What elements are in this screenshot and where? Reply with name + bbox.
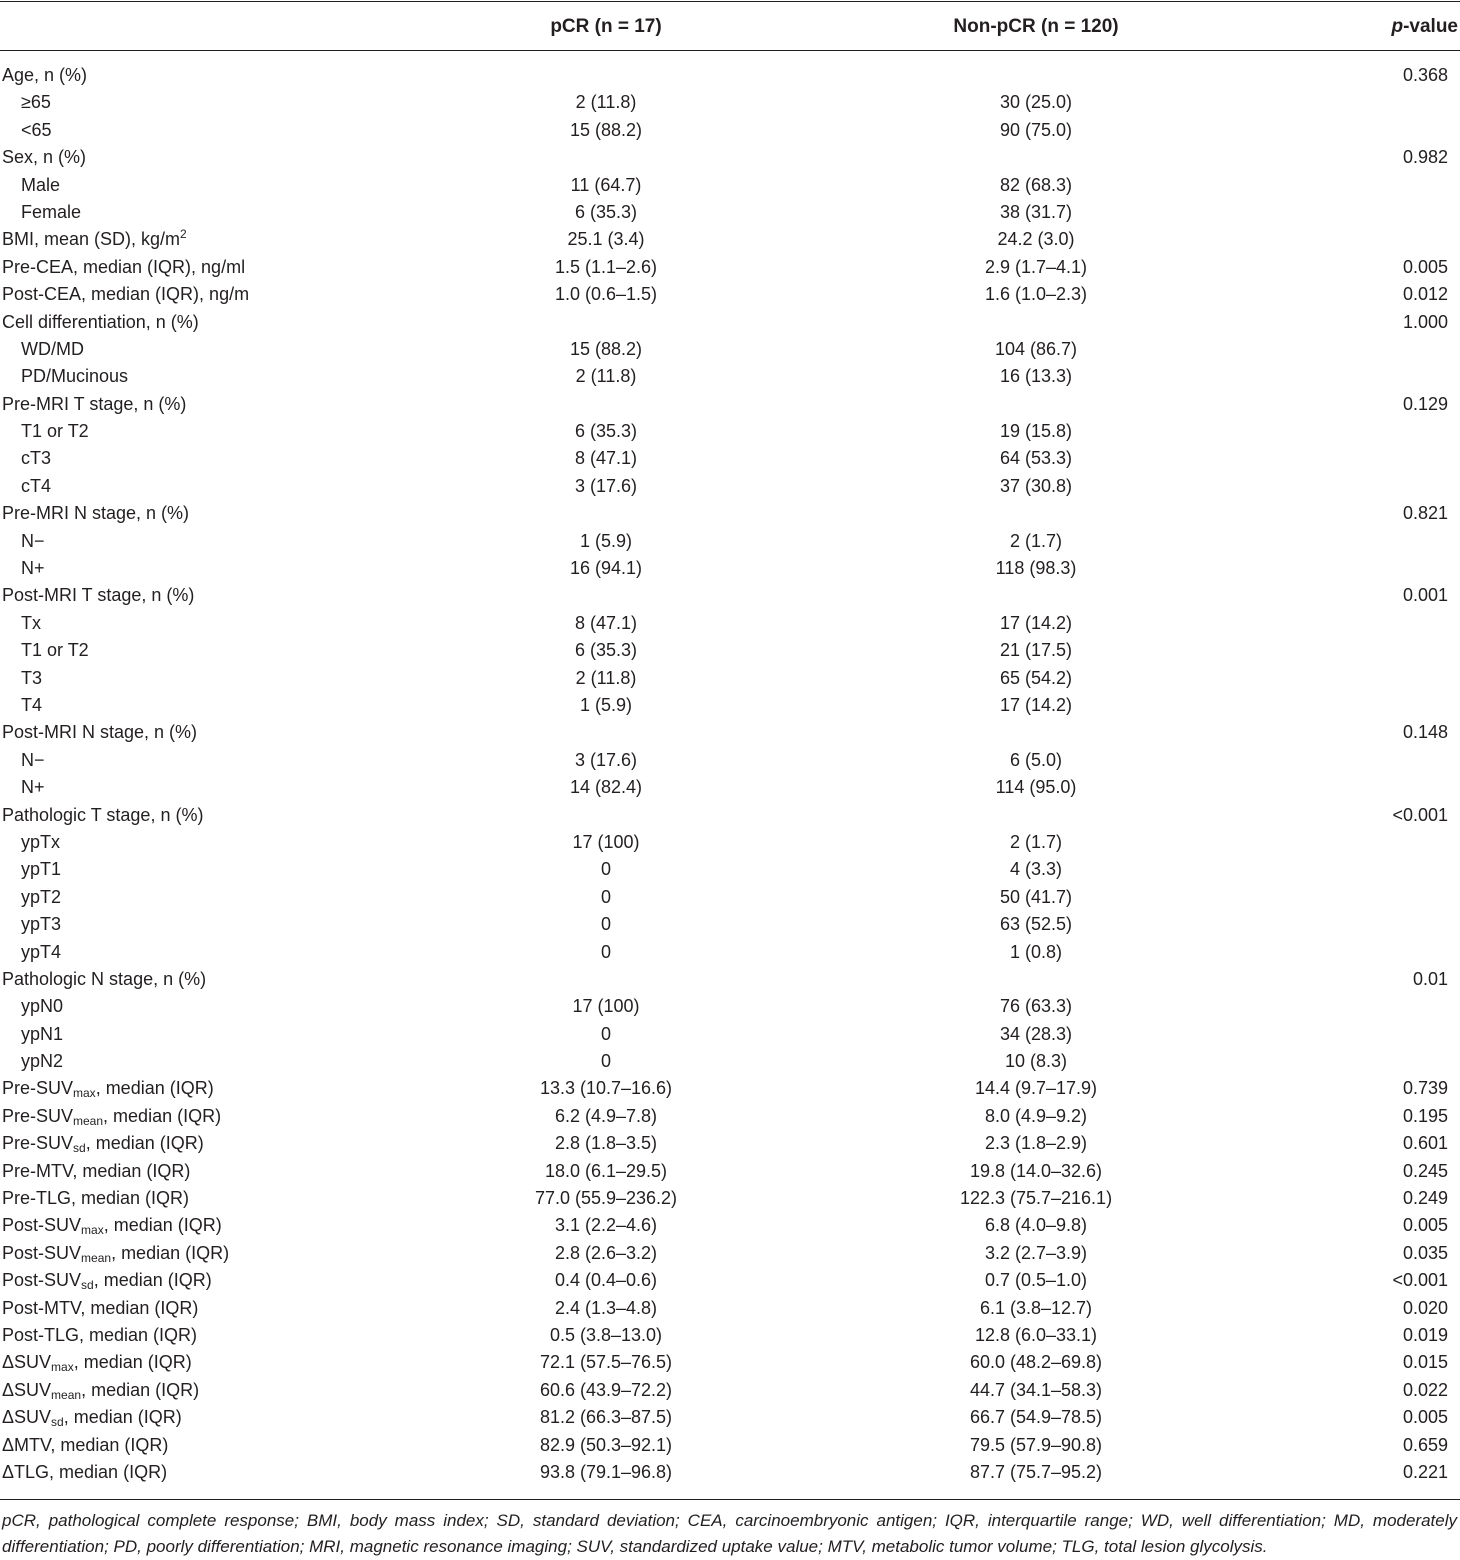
row-label (21, 747, 45, 774)
cell-non-pcr: 90 (75.0) (999, 119, 1073, 140)
cell-pcr: 25.1 (3.4) (567, 229, 645, 250)
row-label-text: ypN2 (21, 1051, 64, 1072)
row-label (2, 1240, 229, 1267)
cell-non-pcr: 17 (14.2) (999, 612, 1073, 633)
cell-pcr: 6.2 (4.9–7.8) (554, 1105, 658, 1126)
row-label (2, 1404, 182, 1431)
row-label (2, 582, 194, 609)
row-label (21, 117, 52, 144)
cell-non-pcr: 30 (25.0) (999, 92, 1073, 113)
row-label (21, 1021, 63, 1048)
cell-p-value: <0.001 (1392, 804, 1448, 825)
table-row (0, 199, 1460, 226)
cell-non-pcr: 2.3 (1.8–2.9) (984, 1133, 1088, 1154)
cell-p-value: 0.249 (1402, 1188, 1448, 1209)
cell-p-value: 0.368 (1402, 65, 1448, 85)
cell-non-pcr: 6.1 (3.8–12.7) (979, 1297, 1093, 1318)
table-row (0, 1404, 1460, 1431)
table-row (0, 336, 1460, 363)
row-label-text: Pathologic N stage, n (%) (2, 968, 207, 989)
table-row (0, 1212, 1460, 1239)
row-label (21, 993, 63, 1020)
table-row (0, 445, 1460, 472)
cell-non-pcr: 122.3 (75.7–216.1) (959, 1188, 1113, 1209)
table-row (0, 1295, 1460, 1322)
table-row (0, 254, 1460, 281)
cell-non-pcr: 24.2 (3.0) (997, 229, 1075, 250)
row-label (21, 856, 61, 883)
row-label (2, 1432, 168, 1459)
row-label-text: T1 or T2 (21, 640, 89, 661)
cell-p-value: 0.005 (1402, 1407, 1448, 1428)
table-row (0, 1240, 1460, 1267)
table-row (0, 665, 1460, 692)
row-label (2, 500, 189, 527)
cell-pcr: 2.8 (1.8–3.5) (554, 1133, 658, 1154)
cell-pcr: 1.0 (0.6–1.5) (554, 284, 658, 305)
cell-p-value: 0.01 (1412, 968, 1448, 989)
row-label-text: Pre-SUV (2, 1105, 74, 1126)
row-label-text: T1 or T2 (21, 421, 89, 442)
cell-pcr: 81.2 (66.3–87.5) (539, 1407, 673, 1428)
row-label (21, 692, 42, 719)
row-label-text: ypT2 (21, 886, 62, 907)
row-label-text: Pre-SUV (2, 1078, 74, 1099)
cell-pcr: 3.1 (2.2–4.6) (554, 1215, 658, 1236)
table-row (0, 1130, 1460, 1157)
row-label-text: Post-SUV (2, 1270, 82, 1291)
row-label (21, 829, 60, 856)
cell-pcr: 1.5 (1.1–2.6) (554, 256, 658, 277)
row-label (21, 637, 89, 664)
row-label-text: Pathologic T stage, n (%) (2, 804, 204, 825)
row-label (21, 363, 128, 390)
cell-non-pcr: 2 (1.7) (1009, 530, 1063, 551)
row-label-suffix: , median (IQR) (73, 1352, 192, 1373)
table-row (0, 1432, 1460, 1459)
table-row (0, 1185, 1460, 1212)
cell-non-pcr: 37 (30.8) (999, 475, 1073, 496)
cell-pcr: 6 (35.3) (574, 421, 638, 442)
cell-p-value: 0.245 (1402, 1160, 1448, 1181)
cell-non-pcr: 0.7 (0.5–1.0) (984, 1270, 1088, 1291)
cell-p-value: 0.659 (1402, 1434, 1448, 1455)
row-label (2, 254, 245, 281)
cell-non-pcr: 17 (14.2) (999, 694, 1073, 715)
row-label (2, 802, 203, 829)
cell-pcr: 2 (11.8) (575, 366, 637, 387)
cell-pcr: 14 (82.4) (569, 777, 643, 798)
cell-p-value: 0.129 (1402, 393, 1448, 414)
cell-pcr: 16 (94.1) (569, 558, 643, 579)
row-label-subscript: mean (81, 1250, 112, 1265)
table-row (0, 418, 1460, 445)
cell-pcr: 77.0 (55.9–236.2) (534, 1188, 678, 1209)
table-row (0, 637, 1460, 664)
table-row (0, 610, 1460, 637)
row-label (21, 445, 51, 472)
cell-non-pcr: 60.0 (48.2–69.8) (969, 1352, 1103, 1373)
row-label (21, 555, 45, 582)
cell-non-pcr: 1 (0.8) (1009, 941, 1063, 962)
cell-p-value: 0.020 (1402, 1297, 1448, 1318)
row-label-text: ypTx (21, 831, 61, 852)
table-row (0, 500, 1460, 527)
table-row (0, 884, 1460, 911)
table-body (0, 62, 1460, 1486)
cell-non-pcr: 82 (68.3) (999, 174, 1073, 195)
cell-non-pcr: 76 (63.3) (999, 996, 1073, 1017)
cell-pcr: 15 (88.2) (569, 338, 643, 359)
table-row (0, 1048, 1460, 1075)
row-label (21, 418, 89, 445)
cell-non-pcr: 10 (8.3) (1004, 1051, 1068, 1072)
row-label (21, 199, 81, 226)
row-label (21, 89, 51, 116)
cell-non-pcr: 6 (5.0) (1009, 749, 1063, 770)
table-row (0, 1349, 1460, 1376)
row-label-text: Post-MTV, median (IQR) (2, 1297, 199, 1318)
cell-p-value: 0.035 (1402, 1242, 1448, 1263)
cell-non-pcr: 64 (53.3) (999, 448, 1073, 469)
row-label-text: ≥65 (21, 92, 51, 113)
row-label (21, 528, 45, 555)
table-row (0, 555, 1460, 582)
row-label (2, 62, 87, 89)
row-label-text: Pre-SUV (2, 1133, 74, 1154)
table-row (0, 856, 1460, 883)
table-row (0, 89, 1460, 116)
table-row (0, 391, 1460, 418)
row-label (21, 172, 60, 199)
cell-non-pcr: 66.7 (54.9–78.5) (969, 1407, 1103, 1428)
row-label-subscript: sd (73, 1141, 86, 1156)
cell-non-pcr: 104 (86.7) (994, 338, 1078, 359)
table-row (0, 966, 1460, 993)
cell-pcr: 0.4 (0.4–0.6) (554, 1270, 658, 1291)
row-label-text: ΔTLG, median (IQR) (2, 1461, 168, 1482)
row-label-text: Post-MRI N stage, n (%) (2, 722, 198, 743)
cell-pcr: 0 (600, 914, 612, 935)
table-footnote: pCR, pathological complete response; BMI, body mass index; SD, standard deviation; CEA, carcinoembryonic antigen; IQR, interquartile range; WD, well differentiation; MD, moderately differentiation; PD, poorly differentiation; MRI, magnetic resonance imaging; SUV, standardized uptake value; MTV, metabolic tumor volume; TLG, total lesion glycolysis. (2, 1511, 1457, 1556)
table-row (0, 62, 1460, 89)
row-label-subscript: sd (51, 1415, 64, 1430)
row-label (2, 1459, 167, 1486)
cell-non-pcr: 38 (31.7) (999, 201, 1073, 222)
row-label-superscript: 2 (180, 227, 187, 242)
cell-p-value: 0.148 (1402, 722, 1448, 743)
cell-pcr: 3 (17.6) (574, 475, 638, 496)
row-label (2, 226, 187, 253)
table-row (0, 281, 1460, 308)
cell-non-pcr: 79.5 (57.9–90.8) (969, 1434, 1103, 1455)
table-row (0, 774, 1460, 801)
row-label (2, 281, 249, 308)
cell-pcr: 18.0 (6.1–29.5) (544, 1160, 668, 1181)
cell-pcr: 6 (35.3) (574, 640, 638, 661)
p-suffix: -value (1403, 16, 1458, 37)
table-row (0, 719, 1460, 746)
cell-pcr: 1 (5.9) (579, 694, 633, 715)
row-label-subscript: mean (51, 1387, 82, 1402)
table-row (0, 117, 1460, 144)
cell-pcr: 17 (100) (572, 996, 640, 1017)
cell-pcr: 82.9 (50.3–92.1) (539, 1434, 673, 1455)
row-label-text: BMI, mean (SD), kg/m (2, 229, 181, 250)
cell-non-pcr: 114 (95.0) (995, 777, 1077, 798)
cell-non-pcr: 16 (13.3) (999, 366, 1073, 387)
row-label-text: N+ (21, 558, 45, 579)
row-label-text: T3 (21, 667, 43, 688)
cell-pcr: 15 (88.2) (569, 119, 643, 140)
cell-pcr: 93.8 (79.1–96.8) (539, 1461, 673, 1482)
table-row (0, 1103, 1460, 1130)
row-label-text: Tx (21, 612, 41, 633)
table-row (0, 473, 1460, 500)
row-label-suffix: , median (IQR) (103, 1215, 222, 1236)
table-row (0, 692, 1460, 719)
row-label (2, 1212, 222, 1239)
table-row (0, 939, 1460, 966)
row-label (2, 1130, 204, 1157)
row-label-text: ypN1 (21, 1023, 64, 1044)
cell-non-pcr: 50 (41.7) (999, 886, 1073, 907)
cell-pcr: 2 (11.8) (575, 92, 637, 113)
row-label (2, 1349, 192, 1376)
table-row (0, 1021, 1460, 1048)
row-label (2, 1322, 197, 1349)
row-label-text: ΔSUV (2, 1379, 52, 1400)
p-italic: p (1391, 16, 1404, 37)
row-label (21, 884, 61, 911)
cell-p-value: <0.001 (1392, 1270, 1448, 1291)
cell-non-pcr: 2.9 (1.7–4.1) (984, 256, 1088, 277)
row-label-text: T4 (21, 694, 43, 715)
row-label-text: Post-CEA, median (IQR), ng/m (2, 284, 250, 305)
row-label (2, 391, 186, 418)
cell-non-pcr: 14.4 (9.7–17.9) (974, 1078, 1098, 1099)
cell-pcr: 0 (600, 1023, 612, 1044)
cell-pcr: 8 (47.1) (574, 448, 638, 469)
row-label-text: WD/MD (21, 338, 84, 359)
row-label (21, 911, 61, 938)
cell-pcr: 60.6 (43.9–72.2) (539, 1379, 673, 1400)
row-label-text: Pre-TLG, median (IQR) (2, 1188, 190, 1209)
row-label (21, 473, 51, 500)
row-label (21, 1048, 63, 1075)
cell-pcr: 3 (17.6) (574, 749, 638, 770)
row-label (2, 1295, 198, 1322)
row-label-suffix: , median (IQR) (93, 1270, 212, 1291)
cell-non-pcr: 6.8 (4.0–9.8) (984, 1215, 1088, 1236)
cell-pcr: 72.1 (57.5–76.5) (539, 1352, 673, 1373)
row-label-text: Pre-MRI N stage, n (%) (2, 503, 190, 524)
cell-p-value: 0.821 (1402, 503, 1448, 524)
cell-p-value: 0.019 (1402, 1324, 1448, 1345)
cell-p-value: 0.601 (1402, 1133, 1448, 1154)
cell-pcr: 0 (600, 941, 612, 962)
row-label-suffix: , median (IQR) (95, 1078, 214, 1099)
table-row (0, 144, 1460, 171)
row-label (2, 309, 199, 336)
row-label (2, 1377, 199, 1404)
row-label (21, 665, 42, 692)
cell-non-pcr: 19.8 (14.0–32.6) (969, 1160, 1103, 1181)
row-label (21, 336, 84, 363)
table-header (0, 1, 1460, 50)
table-row (0, 1158, 1460, 1185)
cell-non-pcr: 3.2 (2.7–3.9) (984, 1242, 1088, 1263)
row-label-text: ypT4 (21, 941, 62, 962)
row-label (21, 610, 41, 637)
cell-p-value: 0.221 (1402, 1461, 1448, 1482)
row-label-text: Post-TLG, median (IQR) (2, 1324, 198, 1345)
row-label-text: cT3 (21, 448, 52, 469)
row-label-text: Post-SUV (2, 1215, 82, 1236)
row-label (21, 774, 45, 801)
cell-non-pcr: 8.0 (4.9–9.2) (984, 1105, 1088, 1126)
cell-non-pcr: 12.8 (6.0–33.1) (974, 1324, 1098, 1345)
cell-non-pcr: 4 (3.3) (1009, 859, 1063, 880)
table-row (0, 747, 1460, 774)
row-label-text: N− (21, 530, 45, 551)
row-label-text: N− (21, 749, 45, 770)
row-label-suffix: , median (IQR) (103, 1105, 222, 1126)
cell-pcr: 8 (47.1) (574, 612, 638, 633)
row-label-subscript: mean (73, 1113, 104, 1128)
row-label-text: Pre-CEA, median (IQR), ng/ml (2, 256, 246, 277)
table-row (0, 1267, 1460, 1294)
row-label-suffix: , median (IQR) (63, 1407, 182, 1428)
cell-non-pcr: 19 (15.8) (999, 421, 1073, 442)
row-label (2, 1185, 189, 1212)
row-label-subscript: max (51, 1360, 74, 1375)
column-header-non-pcr: Non-pCR (n = 120) (953, 16, 1119, 37)
row-label-text: Post-SUV (2, 1242, 82, 1263)
row-label-suffix: , median (IQR) (85, 1133, 204, 1154)
table-row (0, 226, 1460, 253)
row-label-text: PD/Mucinous (21, 366, 129, 387)
table-bottom-rule (0, 1499, 1460, 1500)
cell-p-value: 1.000 (1402, 311, 1448, 332)
cell-p-value: 0.015 (1402, 1352, 1448, 1373)
row-label-text: Female (21, 201, 82, 222)
cell-non-pcr: 87.7 (75.7–95.2) (969, 1461, 1103, 1482)
table-row (0, 309, 1460, 336)
header-bottom-rule (0, 50, 1460, 51)
row-label-text: ypT1 (21, 859, 62, 880)
cell-p-value: 0.001 (1402, 585, 1448, 606)
row-label-text: ΔSUV (2, 1407, 52, 1428)
row-label-text: N+ (21, 777, 45, 798)
row-label-suffix: , median (IQR) (81, 1379, 200, 1400)
row-label-text: ypT3 (21, 914, 62, 935)
table-row (0, 1377, 1460, 1404)
table-row (0, 1322, 1460, 1349)
cell-p-value: 0.739 (1402, 1078, 1448, 1099)
cell-pcr: 17 (100) (572, 831, 640, 852)
cell-non-pcr: 44.7 (34.1–58.3) (969, 1379, 1103, 1400)
row-label-text: ΔSUV (2, 1352, 52, 1373)
cell-pcr: 2 (11.8) (575, 667, 637, 688)
table-row (0, 993, 1460, 1020)
row-label (2, 1103, 221, 1130)
cell-p-value: 0.012 (1402, 284, 1448, 305)
row-label-subscript: max (73, 1086, 96, 1101)
table-row (0, 172, 1460, 199)
table-row (0, 1459, 1460, 1486)
row-label-text: Age, n (%) (2, 65, 88, 85)
table-row (0, 528, 1460, 555)
cell-p-value: 0.195 (1402, 1105, 1448, 1126)
table-row (0, 1075, 1460, 1102)
row-label (2, 1267, 212, 1294)
row-label (2, 144, 86, 171)
column-header-p-value (1391, 16, 1458, 38)
row-label (2, 719, 197, 746)
cell-p-value: 0.005 (1402, 1215, 1448, 1236)
row-label-text: Male (21, 174, 61, 195)
row-label (21, 939, 61, 966)
cell-pcr: 13.3 (10.7–16.6) (539, 1078, 673, 1099)
cell-non-pcr: 63 (52.5) (999, 914, 1073, 935)
row-label-subscript: sd (81, 1278, 94, 1293)
cell-pcr: 2.8 (2.6–3.2) (554, 1242, 658, 1263)
cell-non-pcr: 2 (1.7) (1009, 831, 1063, 852)
row-label (2, 1158, 190, 1185)
row-label-text: Post-MRI T stage, n (%) (2, 585, 195, 606)
row-label-text: cT4 (21, 475, 52, 496)
cell-non-pcr: 118 (98.3) (995, 558, 1077, 579)
table-row (0, 802, 1460, 829)
cell-p-value: 0.982 (1402, 147, 1448, 168)
cell-p-value: 0.022 (1402, 1379, 1448, 1400)
row-label-text: Pre-MRI T stage, n (%) (2, 393, 187, 414)
column-header-pcr: pCR (n = 17) (550, 16, 662, 37)
cell-pcr: 2.4 (1.3–4.8) (554, 1297, 658, 1318)
cell-pcr: 11 (64.7) (570, 174, 642, 195)
row-label-suffix: , median (IQR) (111, 1242, 230, 1263)
cell-non-pcr: 1.6 (1.0–2.3) (984, 284, 1088, 305)
row-label (2, 966, 206, 993)
cell-pcr: 6 (35.3) (574, 201, 638, 222)
row-label-text: Sex, n (%) (2, 147, 87, 168)
cell-pcr: 1 (5.9) (579, 530, 633, 551)
cell-pcr: 0 (600, 1051, 612, 1072)
cell-pcr: 0 (600, 859, 612, 880)
table-row (0, 829, 1460, 856)
table-row (0, 911, 1460, 938)
cell-non-pcr: 21 (17.5) (999, 640, 1073, 661)
row-label-text: ΔMTV, median (IQR) (2, 1434, 169, 1455)
row-label-text: Cell differentiation, n (%) (2, 311, 199, 332)
table-row (0, 363, 1460, 390)
row-label-text: <65 (21, 119, 52, 140)
cell-non-pcr: 34 (28.3) (999, 1023, 1073, 1044)
row-label (2, 1075, 214, 1102)
cell-non-pcr: 65 (54.2) (999, 667, 1073, 688)
table-row (0, 582, 1460, 609)
cell-pcr: 0.5 (3.8–13.0) (549, 1324, 663, 1345)
row-label-subscript: max (81, 1223, 104, 1238)
cell-p-value: 0.005 (1402, 256, 1448, 277)
row-label-text: ypN0 (21, 996, 64, 1017)
row-label-text: Pre-MTV, median (IQR) (2, 1160, 191, 1181)
cell-pcr: 0 (600, 886, 612, 907)
